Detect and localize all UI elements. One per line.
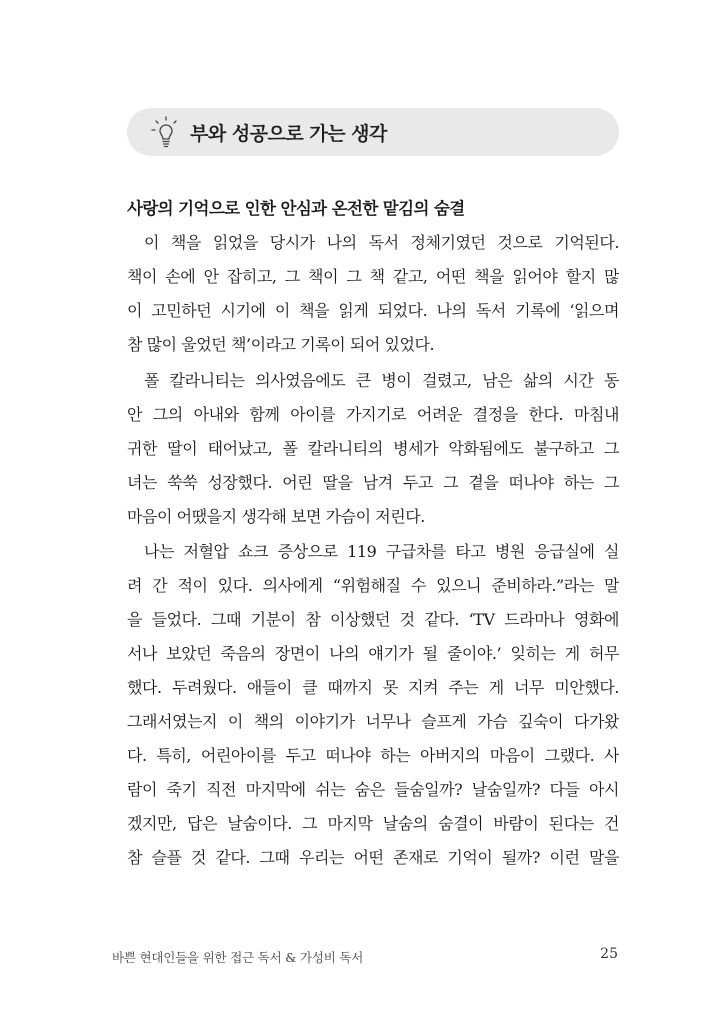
body-line: 폴 칼라니티는 의사였음에도 큰 병이 걸렸고, 남은 삶의 시간 동 [144, 371, 619, 390]
body-line: 녀는 쑥쑥 성장했다. 어린 딸을 남겨 두고 그 곁을 떠나야 하는 그 [127, 473, 619, 492]
subheading: 사랑의 기억으로 인한 안심과 온전한 맡김의 숨결 [127, 199, 465, 218]
footer-book-title: 바쁜 현대인들을 위한 접근 독서 & 가성비 독서 [112, 950, 364, 965]
body-line: 을 들었다. 그때 기분이 참 이상했던 것 같다. ‘TV 드라마나 영화에 [127, 610, 619, 629]
body-line: 참 많이 울었던 책’이라고 기록이 되어 있었다. [127, 335, 435, 354]
body-line: 람이 죽기 직전 마지막에 쉬는 숨은 들숨일까? 날숨일까? 다들 아시 [127, 780, 619, 799]
body-line: 안 그의 아내와 함께 아이를 가지기로 어려운 결정을 한다. 마침내 [127, 405, 619, 424]
body-line: 이 고민하던 시기에 이 책을 읽게 되었다. 나의 독서 기록에 ‘읽으며 [127, 301, 619, 320]
section-title: 부와 성공으로 가는 생각 [190, 123, 387, 145]
body-line: 했다. 두려웠다. 애들이 클 때까지 못 지켜 주는 게 너무 미안했다. [127, 678, 619, 697]
body-line: 그래서였는지 이 책의 이야기가 너무나 슬프게 가슴 깊숙이 다가왔 [127, 712, 619, 731]
body-line: 귀한 딸이 태어났고, 폴 칼라니티의 병세가 악화됨에도 불구하고 그 [127, 439, 619, 458]
body-line: 책이 손에 안 잡히고, 그 책이 그 책 같고, 어떤 책을 읽어야 할지 많 [127, 267, 619, 286]
body-line: 다. 특히, 어린아이를 두고 떠나야 하는 아버지의 마음이 그랬다. 사 [127, 746, 619, 765]
lightbulb-icon [150, 115, 182, 149]
body-line: 마음이 어땠을지 생각해 보면 가슴이 저린다. [127, 507, 425, 526]
body-line: 나는 저혈압 쇼크 증상으로 119 구급차를 타고 병원 응급실에 실 [144, 542, 619, 561]
body-line: 이 책을 읽었을 당시가 나의 독서 정체기였던 것으로 기억된다. [144, 233, 619, 252]
body-line: 참 슬플 것 같다. 그때 우리는 어떤 존재로 기억이 될까? 이런 말을 [127, 848, 619, 867]
page-number: 25 [600, 946, 618, 962]
body-line: 려 간 적이 있다. 의사에게 “위험해질 수 있으니 준비하라.”라는 말 [127, 576, 619, 595]
body-line: 겠지만, 답은 날숨이다. 그 마지막 날숨의 숨결이 바람이 된다는 건 [127, 814, 619, 833]
body-line: 서나 보았던 죽음의 장면이 나의 얘기가 될 줄이야.’ 잊히는 게 허무 [127, 644, 619, 663]
